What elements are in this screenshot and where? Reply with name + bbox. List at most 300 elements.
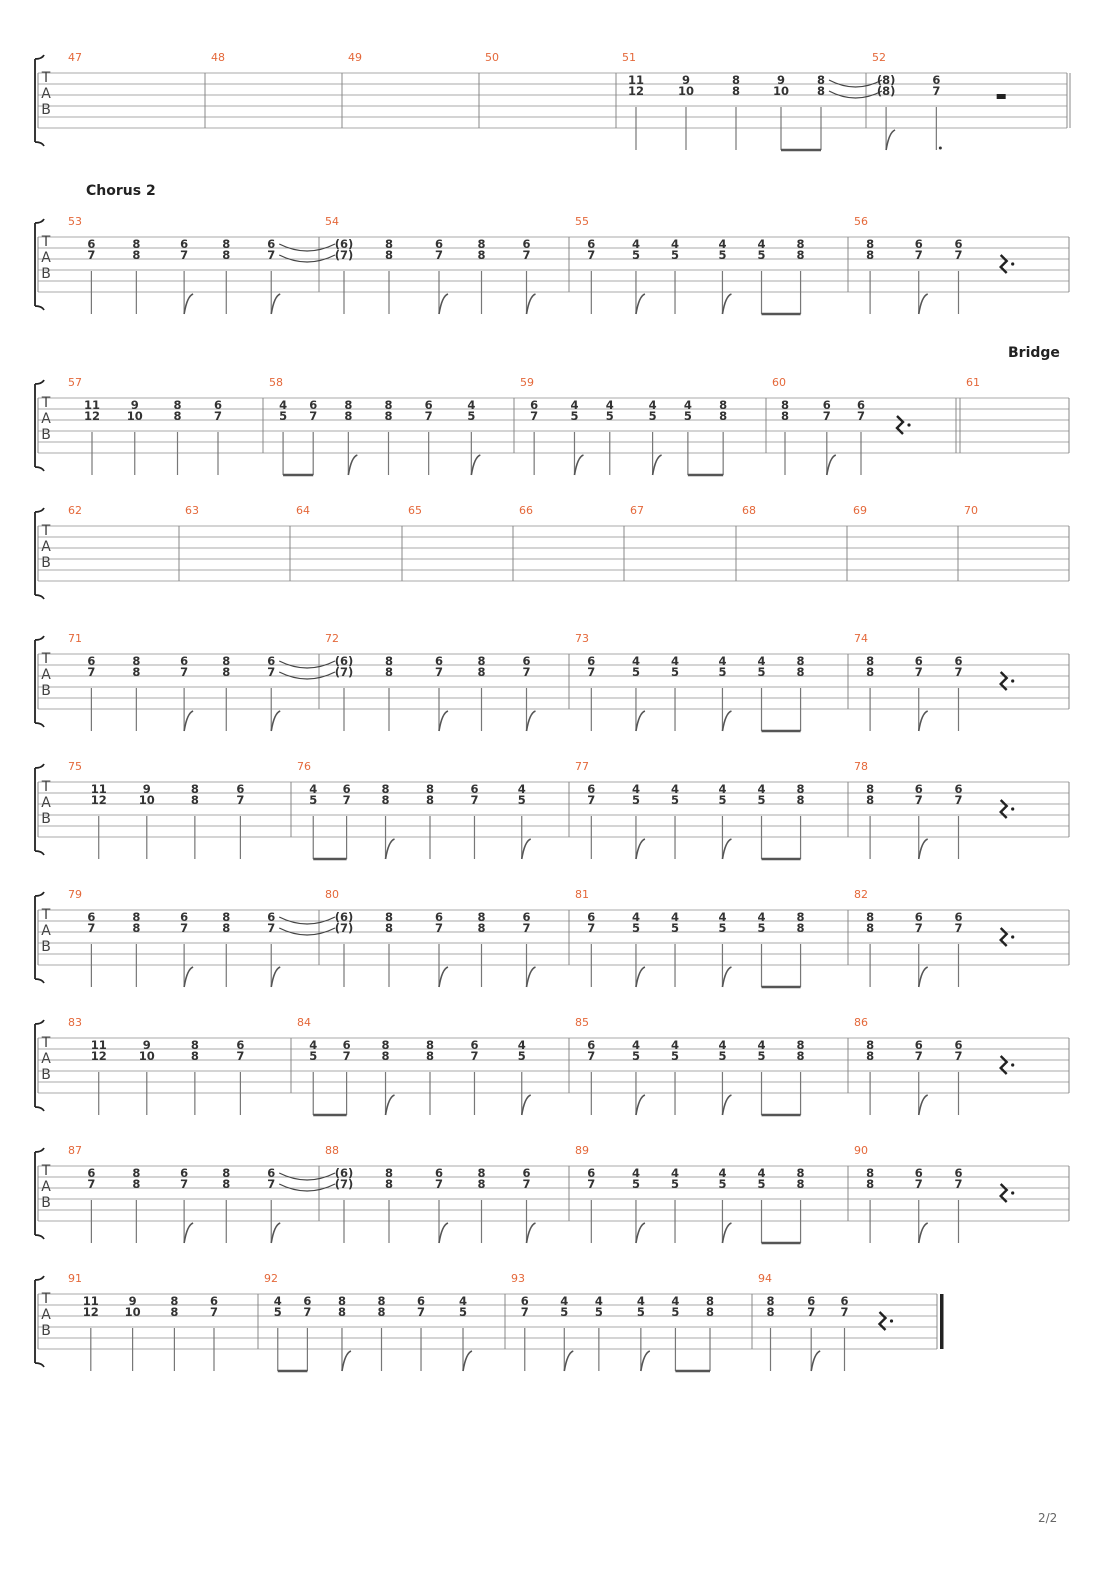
fret-number: 8: [866, 1049, 875, 1063]
fret-number: 6: [209, 1294, 219, 1308]
page-number: 2/2: [1038, 1511, 1058, 1525]
fret-number: 5: [718, 1049, 727, 1063]
fret-number: 8: [222, 237, 231, 251]
fret-number: 8: [866, 921, 875, 935]
fret-number: 7: [954, 921, 963, 935]
fret-number: 8: [173, 398, 182, 412]
fret-number: 8: [477, 237, 486, 251]
fret-number: 8: [816, 84, 826, 98]
fret-number: 5: [757, 793, 766, 807]
tab-system: [35, 632, 1069, 731]
fret-number: 6: [822, 398, 831, 412]
note-flag: [722, 711, 731, 731]
fret-number: 8: [132, 248, 141, 262]
fret-number: 6: [180, 1166, 189, 1180]
measure-number: 52: [872, 51, 886, 64]
fret-number: 5: [273, 1305, 282, 1319]
fret-number: 8: [132, 910, 141, 924]
fret-number: 6: [180, 237, 189, 251]
fret-number: 7: [522, 248, 531, 262]
fret-number: 8: [866, 1038, 875, 1052]
fret-number: 8: [222, 1177, 231, 1191]
fret-number: 4: [631, 237, 640, 251]
fret-number: 5: [648, 409, 657, 423]
fret-number: 7: [822, 409, 831, 423]
fret-number: 8: [381, 1038, 390, 1052]
note-flag: [184, 967, 193, 987]
fret-number: 9: [681, 73, 691, 87]
fret-number: 7: [180, 248, 189, 262]
measure-number: 50: [485, 51, 499, 64]
fret-number: 8: [866, 237, 875, 251]
fret-number: 6: [954, 1038, 963, 1052]
note-flag: [342, 1351, 351, 1371]
fret-number: 4: [757, 1038, 766, 1052]
measure-number: 47: [68, 51, 82, 64]
fret-number: 6: [587, 1038, 596, 1052]
fret-number: 7: [424, 409, 433, 423]
fret-number: 7: [522, 921, 531, 935]
fret-number: 11: [627, 73, 645, 87]
fret-number: 10: [138, 1049, 155, 1063]
fret-number: 5: [671, 248, 680, 262]
fret-number: 8: [344, 398, 353, 412]
note-flag: [439, 294, 448, 314]
fret-number: 4: [309, 782, 318, 796]
fret-number: 7: [932, 84, 941, 98]
measure-number: 76: [297, 760, 311, 773]
tab-clef-letter: A: [41, 1179, 51, 1195]
note-flag: [886, 130, 895, 150]
fret-number: 6: [303, 1294, 312, 1308]
fret-number: 4: [648, 398, 657, 412]
fret-number: 8: [766, 1294, 775, 1308]
fret-number: 8: [477, 665, 486, 679]
fret-number: 8: [477, 654, 486, 668]
fret-number: (7): [334, 921, 354, 935]
fret-number: (6): [334, 654, 354, 668]
measure-number: 61: [966, 376, 980, 389]
fret-number: 6: [267, 1166, 276, 1180]
dot: [939, 147, 942, 150]
fret-number: 5: [631, 665, 640, 679]
fret-number: 5: [631, 793, 640, 807]
fret-number: 7: [303, 1305, 312, 1319]
measure-number: 53: [68, 215, 82, 228]
fret-number: 6: [434, 910, 444, 924]
tab-clef-letter: T: [41, 523, 51, 539]
fret-number: 4: [631, 782, 640, 796]
tab-system: [35, 1016, 1069, 1115]
fret-number: 6: [342, 782, 351, 796]
note-flag: [271, 967, 280, 987]
fret-number: 8: [384, 398, 393, 412]
tab-clef-letter: T: [41, 395, 51, 411]
fret-number: 8: [344, 409, 353, 423]
final-barline: [940, 1294, 944, 1349]
tab-system: [35, 1272, 944, 1371]
fret-number: 8: [132, 665, 141, 679]
fret-number: 6: [914, 654, 923, 668]
measure-number: 54: [325, 215, 339, 228]
fret-number: 8: [796, 1049, 805, 1063]
fret-number: 5: [636, 1305, 645, 1319]
measure-number: 88: [325, 1144, 339, 1157]
fret-number: (6): [334, 1166, 354, 1180]
fret-number: 4: [594, 1294, 603, 1308]
fret-number: 7: [954, 793, 963, 807]
fret-number: 12: [90, 1049, 107, 1063]
fret-number: 6: [267, 654, 276, 668]
fret-number: 4: [570, 398, 579, 412]
fret-number: 12: [82, 1305, 99, 1319]
tab-clef-letter: A: [41, 539, 51, 555]
fret-number: 6: [587, 237, 596, 251]
tab-clef-letter: B: [41, 1067, 51, 1083]
note-flag: [919, 1095, 928, 1115]
fret-number: 8: [222, 248, 231, 262]
fret-number: 5: [671, 1305, 680, 1319]
fret-number: 8: [337, 1305, 346, 1319]
fret-number: 7: [434, 921, 444, 935]
fret-number: 11: [90, 782, 107, 796]
fret-number: 6: [180, 654, 189, 668]
fret-number: 4: [718, 782, 727, 796]
fret-number: 7: [87, 1177, 96, 1191]
fret-number: 6: [954, 910, 963, 924]
fret-number: 8: [719, 409, 728, 423]
fret-number: 8: [706, 1305, 715, 1319]
fret-number: 8: [222, 665, 231, 679]
note-flag: [919, 711, 928, 731]
note-flag: [636, 1223, 645, 1243]
fret-number: 6: [587, 654, 596, 668]
fret-number: 8: [866, 782, 875, 796]
fret-number: 4: [671, 654, 680, 668]
fret-number: 4: [757, 654, 766, 668]
fret-number: 6: [417, 1294, 426, 1308]
tab-clef-letter: B: [41, 939, 51, 955]
fret-number: (7): [334, 1177, 354, 1191]
fret-number: 6: [587, 1166, 596, 1180]
dot: [1011, 262, 1014, 265]
fret-number: 7: [470, 1049, 479, 1063]
tab-clef-letter: B: [41, 427, 51, 443]
fret-number: 5: [671, 665, 680, 679]
fret-number: 6: [180, 910, 189, 924]
fret-number: 6: [522, 654, 531, 668]
fret-number: 6: [914, 1038, 923, 1052]
fret-number: 7: [267, 1177, 276, 1191]
fret-number: 5: [757, 1177, 766, 1191]
tab-clef-letter: B: [41, 102, 51, 118]
dot: [890, 1319, 893, 1322]
fret-number: 6: [470, 782, 479, 796]
tab-clef-letter: T: [41, 1163, 51, 1179]
fret-number: 7: [267, 248, 276, 262]
fret-number: 10: [677, 84, 695, 98]
note-flag: [184, 1223, 193, 1243]
fret-number: 7: [470, 793, 479, 807]
fret-number: 7: [914, 1177, 923, 1191]
fret-number: 6: [520, 1294, 529, 1308]
fret-number: 5: [718, 248, 727, 262]
fret-number: 5: [671, 921, 680, 935]
fret-number: 6: [954, 782, 963, 796]
note-flag: [463, 1351, 472, 1371]
fret-number: (6): [334, 237, 354, 251]
measure-number: 48: [211, 51, 225, 64]
fret-number: 11: [82, 1294, 99, 1308]
fret-number: 5: [309, 793, 318, 807]
fret-number: 8: [796, 782, 805, 796]
fret-number: 6: [87, 1166, 96, 1180]
tab-clef-letter: A: [41, 667, 51, 683]
measure-number: 74: [854, 632, 868, 645]
fret-number: 9: [130, 398, 139, 412]
fret-number: 5: [570, 409, 579, 423]
measure-number: 86: [854, 1016, 868, 1029]
fret-number: 8: [796, 910, 805, 924]
fret-number: 8: [425, 1038, 435, 1052]
note-flag: [439, 1223, 448, 1243]
measure-number: 70: [964, 504, 978, 517]
fret-number: 4: [636, 1294, 645, 1308]
fret-number: 7: [587, 1049, 596, 1063]
tab-clef-letter: A: [41, 250, 51, 266]
tab-system: [35, 504, 1069, 599]
measure-number: 79: [68, 888, 82, 901]
fret-number: 6: [267, 237, 276, 251]
fret-number: 8: [190, 1038, 199, 1052]
fret-number: 7: [180, 921, 189, 935]
fret-number: 8: [132, 237, 141, 251]
measure-number: 62: [68, 504, 82, 517]
fret-number: 7: [914, 1049, 923, 1063]
fret-number: 5: [631, 248, 640, 262]
measure-number: 78: [854, 760, 868, 773]
dot: [1011, 679, 1014, 682]
note-flag: [919, 294, 928, 314]
fret-number: 7: [954, 248, 963, 262]
fret-number: 4: [605, 398, 614, 412]
fret-number: 10: [138, 793, 155, 807]
fret-number: 5: [718, 665, 727, 679]
fret-number: 6: [522, 237, 531, 251]
fret-number: 6: [434, 237, 444, 251]
fret-number: 7: [342, 1049, 351, 1063]
fret-number: 7: [417, 1305, 426, 1319]
half-rest: [997, 94, 1006, 99]
tab-clef-letter: A: [41, 1051, 51, 1067]
fret-number: 4: [517, 782, 526, 796]
fret-number: 4: [671, 1038, 680, 1052]
fret-number: (8): [876, 84, 896, 98]
fret-number: 8: [132, 1166, 141, 1180]
fret-number: 12: [627, 84, 645, 98]
fret-number: 6: [522, 1166, 531, 1180]
fret-number: 4: [631, 1038, 640, 1052]
fret-number: 8: [796, 793, 805, 807]
fret-number: 8: [477, 248, 486, 262]
tab-clef-letter: B: [41, 555, 51, 571]
fret-number: 6: [424, 398, 433, 412]
fret-number: 7: [209, 1305, 219, 1319]
fret-number: 7: [87, 665, 96, 679]
fret-number: 4: [757, 237, 766, 251]
fret-number: 8: [816, 73, 826, 87]
fret-number: 6: [87, 910, 96, 924]
measure-number: 49: [348, 51, 362, 64]
tab-system: [35, 888, 1069, 987]
fret-number: 6: [807, 1294, 816, 1308]
fret-number: 7: [522, 665, 531, 679]
fret-number: 4: [718, 654, 727, 668]
fret-number: 6: [434, 654, 444, 668]
dot: [1011, 1063, 1014, 1066]
fret-number: 6: [954, 237, 963, 251]
note-flag: [527, 1223, 536, 1243]
fret-number: 7: [434, 665, 444, 679]
fret-number: 12: [83, 409, 101, 423]
fret-number: 8: [425, 1049, 435, 1063]
fret-number: 5: [671, 1177, 680, 1191]
tab-clef-letter: T: [41, 70, 51, 86]
note-flag: [271, 294, 280, 314]
note-flag: [439, 967, 448, 987]
fret-number: 7: [807, 1305, 816, 1319]
fret-number: 4: [467, 398, 476, 412]
tab-system: [35, 183, 1069, 314]
fret-number: 8: [384, 1166, 394, 1180]
fret-number: 8: [796, 248, 805, 262]
fret-number: 7: [180, 1177, 189, 1191]
measure-number: 58: [269, 376, 283, 389]
fret-number: 7: [342, 793, 351, 807]
tab-clef-letter: A: [41, 1307, 51, 1323]
fret-number: 4: [757, 910, 766, 924]
fret-number: 5: [718, 793, 727, 807]
fret-number: 4: [671, 1166, 680, 1180]
fret-number: 7: [587, 248, 596, 262]
fret-number: 5: [671, 1049, 680, 1063]
measure-number: 73: [575, 632, 589, 645]
fret-number: 8: [381, 782, 390, 796]
fret-number: 4: [757, 1166, 766, 1180]
fret-number: 5: [560, 1305, 569, 1319]
fret-number: 5: [631, 1177, 640, 1191]
fret-number: 6: [342, 1038, 351, 1052]
fret-number: 4: [279, 398, 288, 412]
tab-clef-letter: A: [41, 923, 51, 939]
fret-number: 8: [731, 84, 741, 98]
fret-number: 8: [384, 665, 394, 679]
fret-number: 8: [384, 248, 394, 262]
fret-number: 4: [671, 910, 680, 924]
fret-number: 8: [190, 782, 199, 796]
fret-number: 8: [866, 910, 875, 924]
fret-number: 8: [170, 1294, 179, 1308]
fret-number: 7: [954, 665, 963, 679]
tab-system: [35, 760, 1069, 859]
tab-clef-letter: T: [41, 1035, 51, 1051]
fret-number: 8: [796, 1166, 805, 1180]
fret-number: 8: [384, 921, 394, 935]
note-flag: [574, 455, 583, 475]
fret-number: 4: [560, 1294, 569, 1308]
fret-number: 7: [434, 1177, 444, 1191]
tab-system: [35, 51, 1070, 150]
fret-number: 5: [718, 921, 727, 935]
fret-number: 8: [222, 654, 231, 668]
tab-clef-letter: T: [41, 907, 51, 923]
note-flag: [527, 711, 536, 731]
fret-number: 8: [796, 1038, 805, 1052]
note-flag: [811, 1351, 820, 1371]
fret-number: 6: [87, 654, 96, 668]
fret-number: 7: [434, 248, 444, 262]
note-flag: [722, 1095, 731, 1115]
fret-number: 8: [222, 921, 231, 935]
fret-number: 7: [213, 409, 223, 423]
fret-number: 5: [309, 1049, 318, 1063]
fret-number: 7: [587, 793, 596, 807]
fret-number: 7: [267, 921, 276, 935]
fret-number: 5: [718, 1177, 727, 1191]
fret-number: 8: [337, 1294, 346, 1308]
fret-number: 6: [587, 910, 596, 924]
fret-number: 8: [780, 398, 790, 412]
note-flag: [271, 711, 280, 731]
tab-clef-letter: T: [41, 651, 51, 667]
note-flag: [527, 967, 536, 987]
fret-number: 7: [530, 409, 539, 423]
note-flag: [636, 839, 645, 859]
fret-number: 8: [866, 1177, 875, 1191]
fret-number: 8: [384, 409, 393, 423]
measure-number: 84: [297, 1016, 311, 1029]
measure-number: 92: [264, 1272, 278, 1285]
fret-number: 8: [190, 1049, 199, 1063]
note-flag: [348, 455, 357, 475]
fret-number: 4: [631, 654, 640, 668]
tab-clef-letter: A: [41, 86, 51, 102]
tab-clef-letter: T: [41, 779, 51, 795]
fret-number: 4: [631, 910, 640, 924]
fret-number: 9: [142, 782, 151, 796]
fret-number: 7: [840, 1305, 849, 1319]
tab-clef-letter: B: [41, 811, 51, 827]
dot: [907, 423, 910, 426]
fret-number: 8: [384, 910, 394, 924]
tab-clef-letter: A: [41, 411, 51, 427]
fret-number: 4: [718, 1166, 727, 1180]
measure-number: 69: [853, 504, 867, 517]
fret-number: 4: [718, 237, 727, 251]
tab-clef-letter: B: [41, 1323, 51, 1339]
fret-number: 5: [459, 1305, 468, 1319]
fret-number: 8: [377, 1305, 386, 1319]
measure-number: 89: [575, 1144, 589, 1157]
fret-number: 5: [757, 921, 766, 935]
fret-number: 8: [477, 1177, 486, 1191]
fret-number: 7: [267, 665, 276, 679]
measure-number: 80: [325, 888, 339, 901]
fret-number: 7: [587, 1177, 596, 1191]
fret-number: 4: [517, 1038, 526, 1052]
fret-number: 8: [796, 237, 805, 251]
fret-number: 4: [671, 1294, 680, 1308]
